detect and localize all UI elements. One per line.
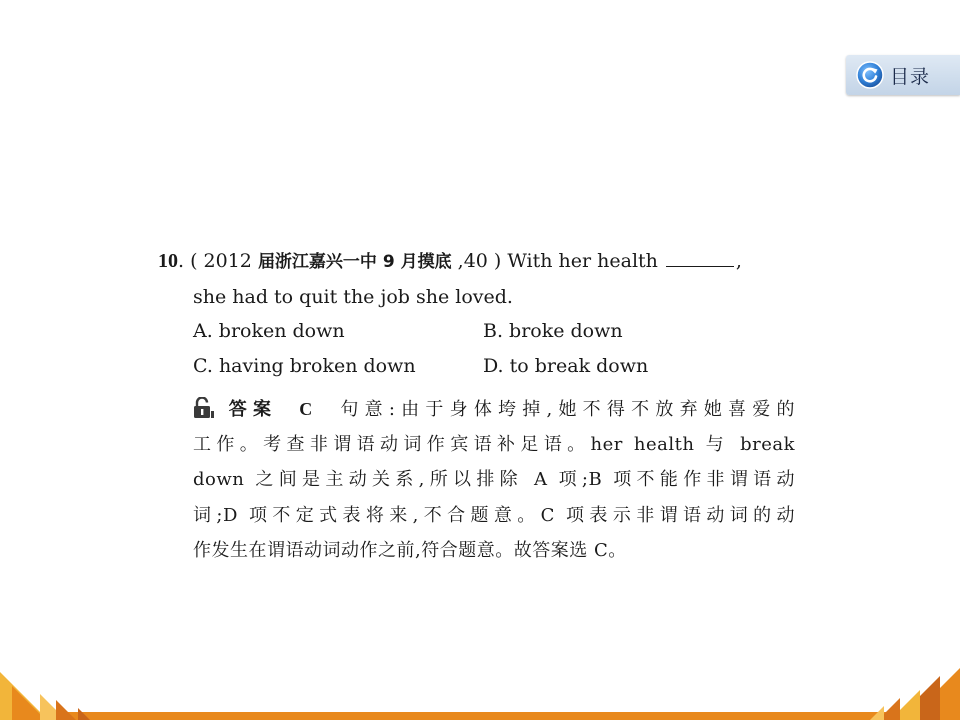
answer-blank (666, 248, 734, 267)
question-stem-line2: she had to quit the job she loved. (193, 286, 513, 308)
answer-line3: down 之间是主动关系,所以排除 A 项;B 项不能作非谓语动 (193, 469, 795, 490)
option-d: D. to break down (483, 355, 649, 377)
question-stem-end: , (735, 250, 742, 272)
answer-line1 (193, 397, 795, 422)
question-number: 10 (158, 250, 178, 272)
toc-label: 目录 (890, 65, 931, 88)
answer-letter: C (299, 399, 313, 419)
question-source: 届浙江嘉兴一中 9 月摸底 (257, 252, 452, 272)
question-source-close: ,40 ) (451, 250, 508, 272)
answer-line2: 工作。考查非谓语动词作宾语补足语。her health 与 break (193, 434, 795, 455)
option-b: B. broke down (483, 320, 623, 342)
unlock-icon (193, 397, 215, 419)
answer-label: 答案 (223, 399, 278, 420)
answer-line5: 作发生在谓语动词动作之前,符合题意。故答案选 C。 (193, 540, 627, 561)
question-stem-line1 (158, 248, 742, 274)
answer-text-1: 句意:由于身体垮掉,她不得不放弃她喜爱的 (334, 399, 795, 420)
answer-line4: 词;D 项不定式表将来,不合题意。C 项表示非谓语动词的动 (193, 505, 795, 526)
question-stem-start: With her health (507, 250, 658, 272)
question-source-open: . ( 2012 (178, 250, 258, 272)
option-c: C. having broken down (193, 355, 416, 377)
option-a: A. broken down (193, 320, 345, 342)
